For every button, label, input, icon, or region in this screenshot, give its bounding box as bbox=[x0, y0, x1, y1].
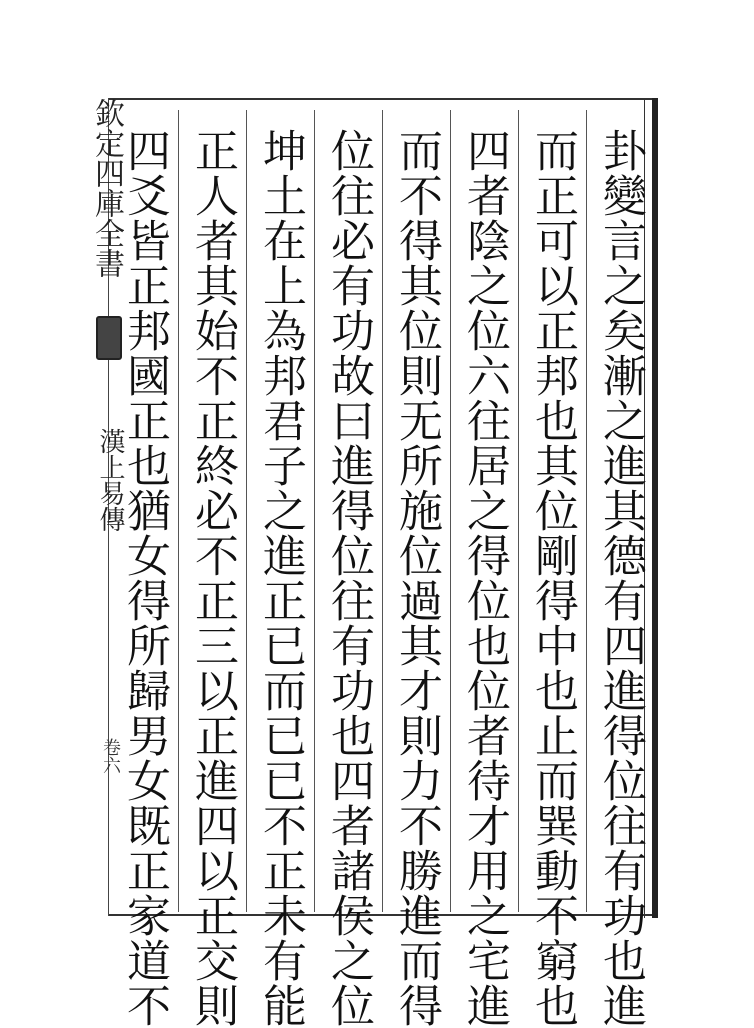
column-rule bbox=[382, 110, 383, 912]
text-column-8: 四爻皆正邦國正也猶女得所歸男女既正家道不 bbox=[119, 128, 170, 1028]
column-rule bbox=[518, 110, 519, 912]
book-subtitle: 漢上易傳 bbox=[95, 428, 125, 532]
text-column-4: 而不得其位則无所施位過其才則力不勝進而得 bbox=[391, 128, 442, 1028]
column-rule bbox=[450, 110, 451, 912]
column-rule bbox=[246, 110, 247, 912]
right-outer-border bbox=[652, 98, 658, 918]
column-rule bbox=[314, 110, 315, 912]
column-rule bbox=[586, 110, 587, 912]
top-border bbox=[108, 98, 658, 100]
text-column-6: 坤土在上為邦君子之進正已而已已不正未有能 bbox=[255, 128, 306, 1028]
text-column-5: 位往必有功故曰進得位往有功也四者諸侯之位 bbox=[323, 128, 374, 1028]
volume-label: 卷六 bbox=[100, 738, 121, 774]
text-column-3: 四者陰之位六往居之得位也位者待才用之宅進 bbox=[459, 128, 510, 1028]
text-column-7: 正人者其始不正終必不正三以正進四以正交則 bbox=[187, 128, 238, 1028]
column-rule bbox=[178, 110, 179, 912]
book-title: 欽定四庫全書 bbox=[89, 98, 124, 278]
text-column-1: 卦變言之矣漸之進其德有四進得位往有功也進 bbox=[595, 128, 646, 1028]
text-column-2: 而正可以正邦也其位剛得中也止而巽動不窮也 bbox=[527, 128, 578, 1028]
